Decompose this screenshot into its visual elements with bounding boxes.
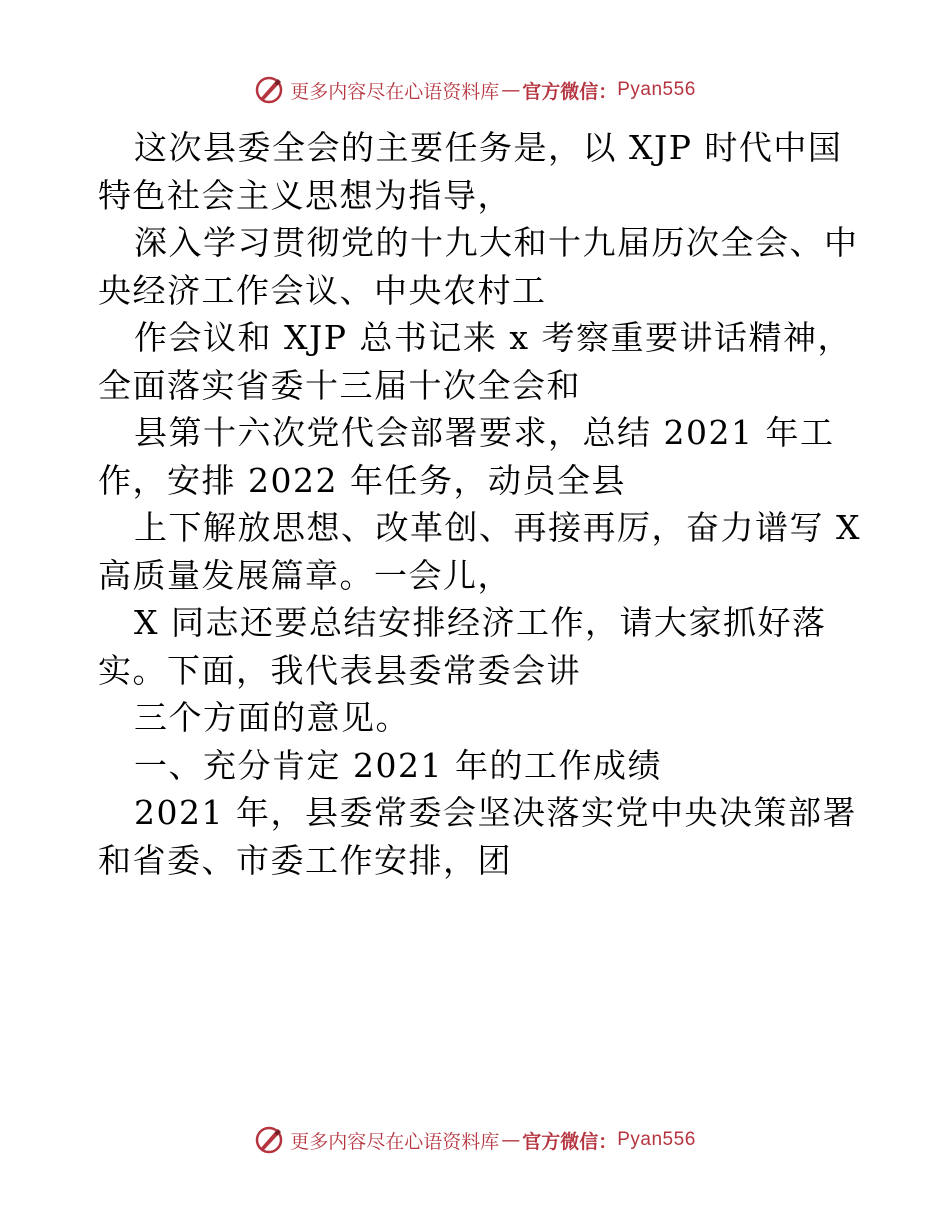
text-line: 央经济工作会议、中央农村工 — [98, 270, 547, 310]
text-line: X 同志还要总结安排经济工作，请大家抓好落 — [134, 603, 827, 642]
text-line: 三个方面的意见。 — [134, 698, 410, 737]
watermark-separator: — — [501, 1129, 521, 1151]
text-line: 2021 年，县委常委会坚决落实党中央决策部署 — [134, 793, 857, 832]
footer-watermark — [0, 1120, 950, 1160]
text-line: 县第十六次党代会部署要求，总结 2021 年工 — [134, 413, 835, 452]
text-line: 和省委、市委工作安排，团 — [98, 840, 512, 880]
watermark-label: 官方微信： — [522, 80, 618, 103]
watermark-separator: — — [501, 79, 521, 101]
text-line: 高质量发展篇章。一会儿， — [98, 555, 512, 595]
watermark-text: 更多内容尽在心语资料库 — [290, 1130, 500, 1153]
text-line: 深入学习贯彻党的十九大和十九届历次全会、中 — [134, 223, 859, 262]
watermark-label: 官方微信： — [522, 1130, 618, 1153]
pen-logo-icon — [254, 75, 284, 105]
pen-logo-icon — [254, 1125, 284, 1155]
text-line: 实。下面，我代表县委常委会讲 — [98, 650, 581, 690]
watermark-account: Pyan556 — [617, 79, 696, 100]
text-line: 一、充分肯定 2021 年的工作成绩 — [134, 745, 662, 785]
document-body — [98, 124, 861, 884]
text-line: 作会议和 XJP 总书记来 x 考察重要讲话精神， — [134, 318, 852, 357]
watermark-text: 更多内容尽在心语资料库 — [290, 80, 500, 103]
text-line: 特色社会主义思想为指导， — [98, 175, 512, 215]
watermark-account: Pyan556 — [617, 1129, 696, 1150]
header-watermark — [0, 70, 950, 110]
text-line: 全面落实省委十三届十次全会和 — [98, 365, 581, 405]
text-line: 上下解放思想、改革创、再接再厉，奋力谱写 X — [134, 508, 861, 547]
text-line: 这次县委全会的主要任务是，以 XJP 时代中国 — [134, 128, 843, 167]
text-line: 作，安排 2022 年任务，动员全县 — [98, 460, 626, 500]
